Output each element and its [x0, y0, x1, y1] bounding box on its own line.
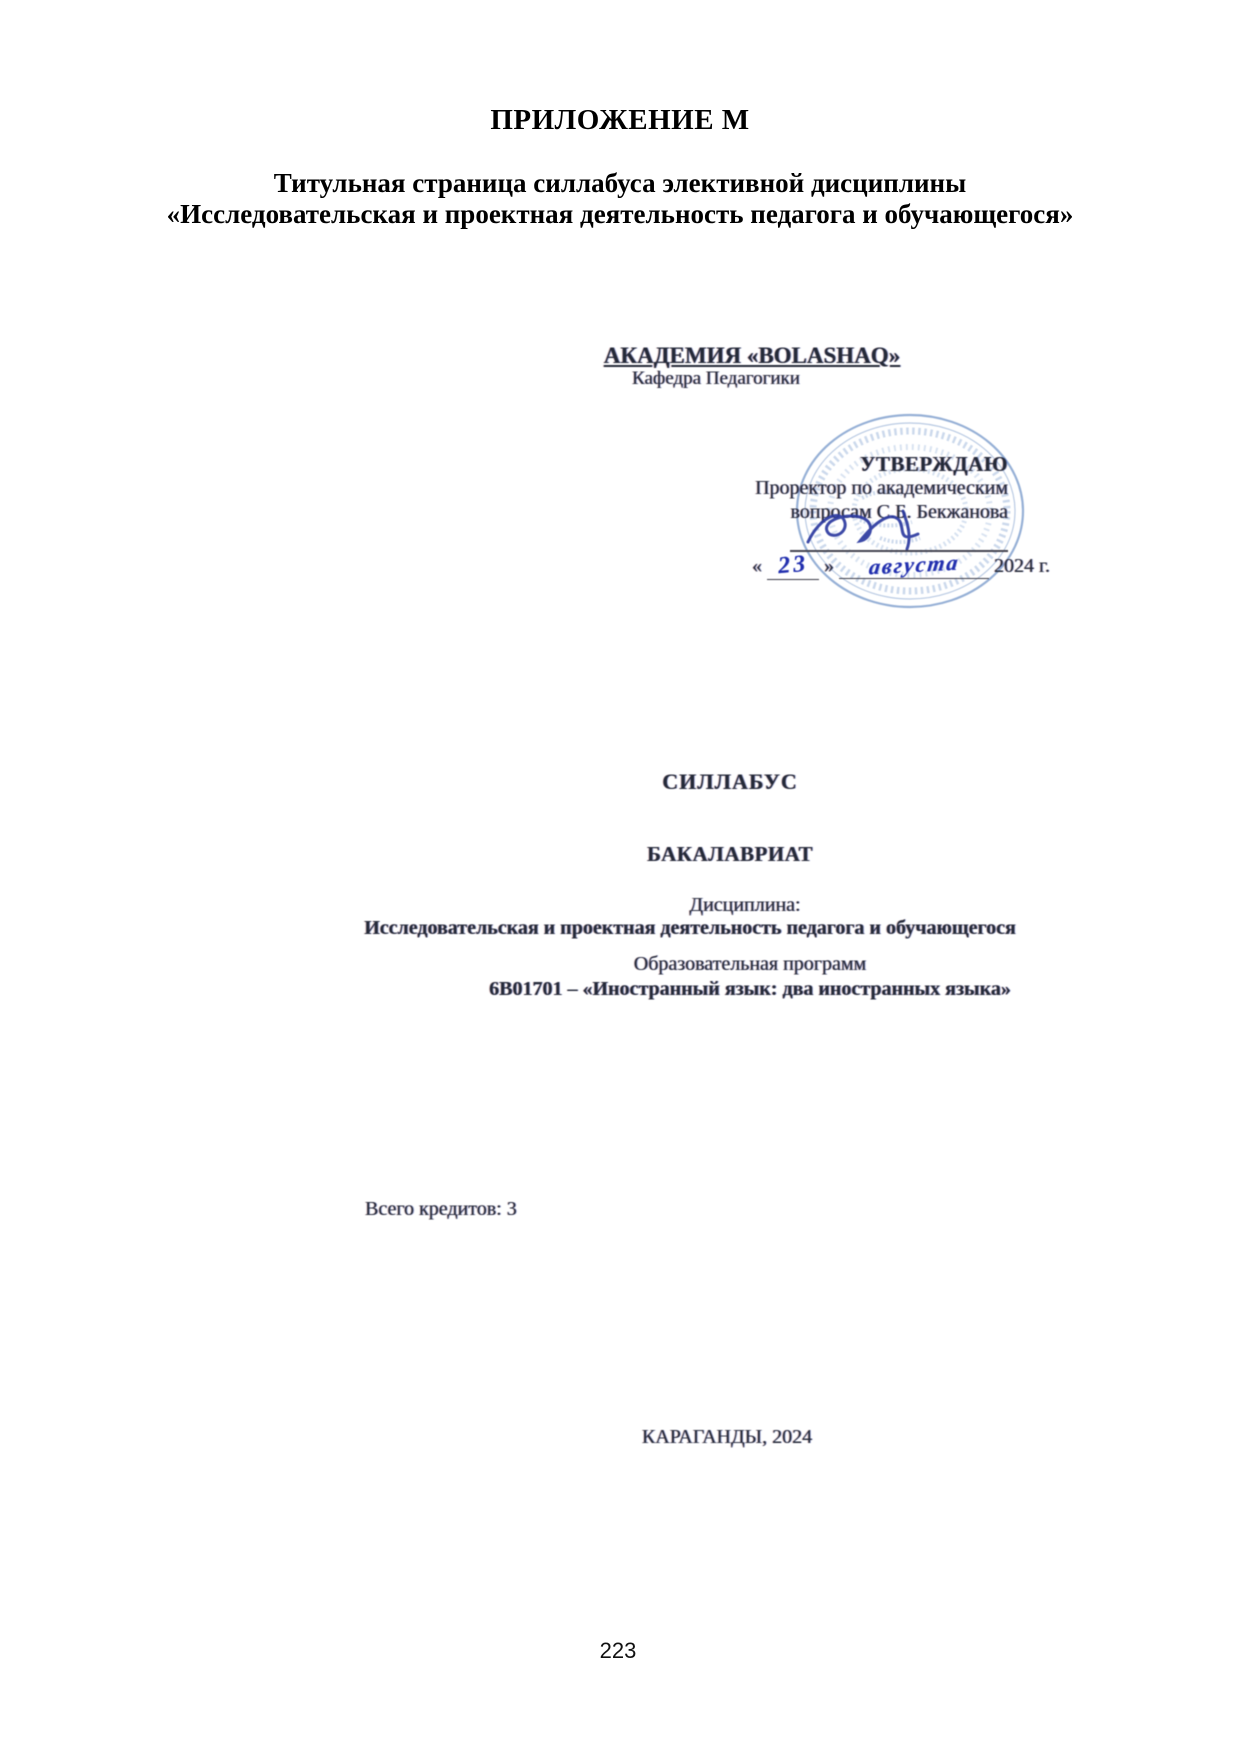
page-number: 223 — [599, 1638, 637, 1663]
approver-line2: вопросам С.Б. Бекжанова — [790, 501, 1008, 523]
subtitle-line1: Титульная страница силлабуса элективной дисциплины — [273, 168, 967, 198]
city-and-year: КАРАГАНДЫ, 2024 — [641, 1426, 813, 1448]
discipline-label: Дисциплина: — [689, 894, 801, 916]
approver-line1: Проректор по академическим — [755, 477, 1008, 499]
date-day-handwritten: 23 — [776, 550, 810, 580]
program-label: Образовательная программ — [633, 953, 867, 975]
signature-line — [790, 536, 1008, 552]
date-month-handwritten: августа — [867, 549, 961, 580]
date-year: 2024 г. — [994, 555, 1050, 577]
date-open-quote: « — [752, 555, 762, 577]
subtitle-line2: «Исследовательская и проектная деятельность педагога и обучающегося» — [166, 199, 1074, 229]
credits-total: Всего кредитов: 3 — [365, 1198, 517, 1220]
approve-label: УТВЕРЖДАЮ — [859, 452, 1008, 476]
date-close-quote: » — [824, 555, 834, 577]
discipline-name: Исследовательская и проектная деятельность педагога и обучающегося — [364, 917, 1016, 939]
degree-level: БАКАЛАВРИАТ — [647, 842, 813, 866]
department-name: Кафедра Педагогики — [632, 368, 800, 389]
program-name: 6В01701 – «Иностранный язык: два иностранных языка» — [489, 978, 1011, 1000]
appendix-title: ПРИЛОЖЕНИЕ М — [490, 104, 750, 136]
academy-name: АКАДЕМИЯ «BOLASHAQ» — [603, 343, 901, 368]
approval-date — [752, 549, 1050, 580]
syllabus-heading: СИЛЛАБУС — [662, 769, 798, 794]
